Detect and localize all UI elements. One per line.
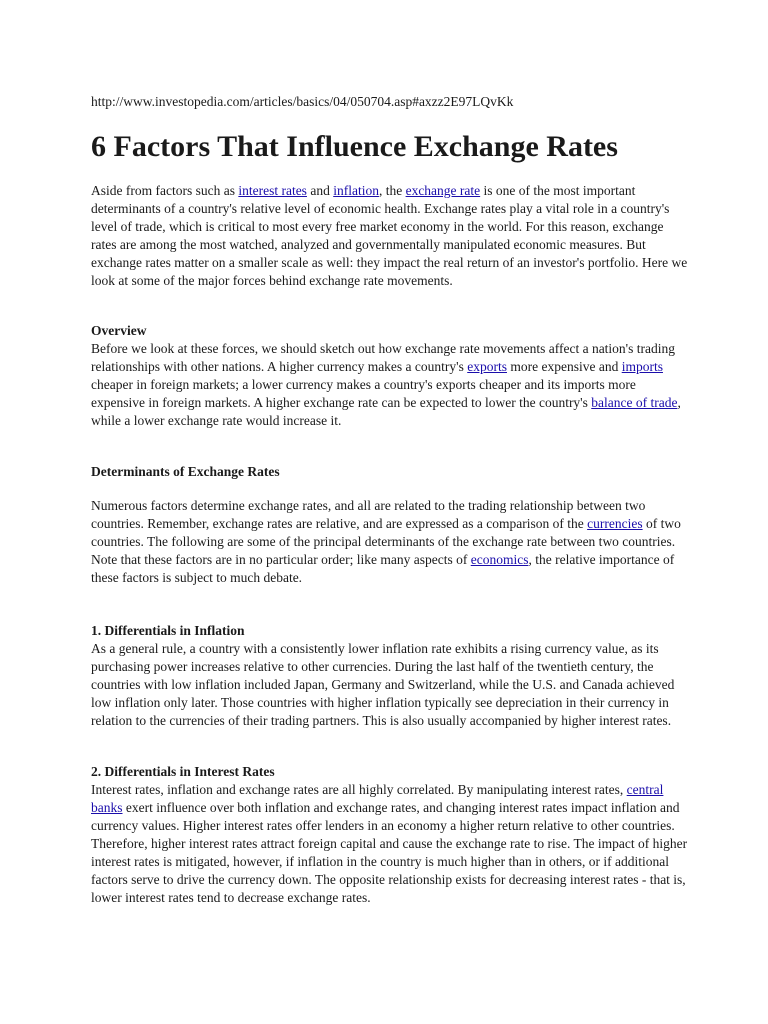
interest-section (91, 763, 691, 907)
determinants-text-2: of two countries. The following are some of the principal determinants of the exchange rate between two countries. Note that these factors are in no particular order; like many aspects of (91, 516, 681, 567)
determinants-heading: Determinants of Exchange Rates (91, 464, 280, 479)
interest-heading: 2. Differentials in Interest Rates (91, 764, 275, 779)
source-url: http://www.investopedia.com/articles/basics/04/050704.asp#axzz2E97LQvKk (91, 94, 514, 109)
link-exports[interactable]: exports (467, 359, 507, 374)
intro-text-3: , the (378, 183, 406, 198)
link-interest-rates[interactable]: interest rates (238, 183, 307, 198)
overview-text-1: Before we look at these forces, we should sketch out how exchange rate movements affect a nation's trading relationships with other nations. A higher currency makes a country's (91, 341, 675, 374)
link-currencies[interactable]: currencies (587, 516, 643, 531)
link-balance-of-trade[interactable]: balance of trade (591, 395, 678, 410)
link-inflation[interactable]: inflation (333, 183, 379, 198)
inflation-heading: 1. Differentials in Inflation (91, 623, 245, 638)
determinants-text-1: Numerous factors determine exchange rates, and all are related to the trading relationship between two countries. Remember, exchange rates are relative, and are expressed as a comparison of the (91, 498, 646, 531)
link-exchange-rate[interactable]: exchange rate (405, 183, 481, 198)
determinants-heading-block (91, 463, 691, 481)
intro-text-4: is one of the most important determinants of a country's relative level of economic health. Exchange rates play a vital role in a country's level of trade, which is critical to most every free market economy in the world. For this reason, exchange rates are among the most watched, analyzed and governmentally manipulated economic measures. But exchange rates matter on a smaller scale as well: they impact the real return of an investor's portfolio. Here we look at some of the major forces behind exchange rate movements. (91, 183, 688, 288)
overview-section (91, 322, 691, 430)
determinants-text-3: , the relative importance of these factors is subject to much debate. (91, 552, 675, 585)
inflation-body: As a general rule, a country with a consistently lower inflation rate exhibits a rising currency value, as its purchasing power increases relative to other currencies. During the last half of the twentieth century, the countries with low inflation included Japan, Germany and Switzerland, while the U.S. and Canada achieved low inflation only later. Those countries with higher inflation typically see depreciation in their currency in relation to the currencies of their trading partners. This is also usually accompanied by higher interest rates. (91, 641, 675, 728)
interest-text-1: Interest rates, inflation and exchange rates are all highly correlated. By manipulating interest rates, (91, 782, 627, 797)
overview-text-3: cheaper in foreign markets; a lower currency makes a country's exports cheaper and its imports more expensive in foreign markets. A higher exchange rate can be expected to lower the country's (91, 377, 636, 410)
article-title: 6 Factors That Influence Exchange Rates (91, 130, 618, 163)
interest-text-2: exert influence over both inflation and exchange rates, and changing interest rates impact inflation and currency values. Higher interest rates offer lenders in an economy a higher return relative to other countries. Therefore, higher interest rates attract foreign capital and cause the exchange rate to rise. The impact of higher interest rates is mitigated, however, if inflation in the country is much higher than in others, or if additional factors serve to drive the currency down. The opposite relationship exists for decreasing interest rates - that is, lower interest rates tend to decrease exchange rates. (91, 800, 688, 905)
intro-text-2: and (306, 183, 334, 198)
inflation-section (91, 622, 691, 730)
intro-text-1: Aside from factors such as (91, 183, 239, 198)
overview-text-4: , while a lower exchange rate would increase it. (91, 395, 681, 428)
overview-heading: Overview (91, 323, 147, 338)
intro-paragraph (91, 182, 691, 290)
overview-text-2: more expensive and (506, 359, 622, 374)
link-imports[interactable]: imports (621, 359, 663, 374)
link-economics[interactable]: economics (470, 552, 529, 567)
link-central-banks[interactable]: central banks (91, 782, 664, 815)
determinants-paragraph (91, 497, 691, 587)
